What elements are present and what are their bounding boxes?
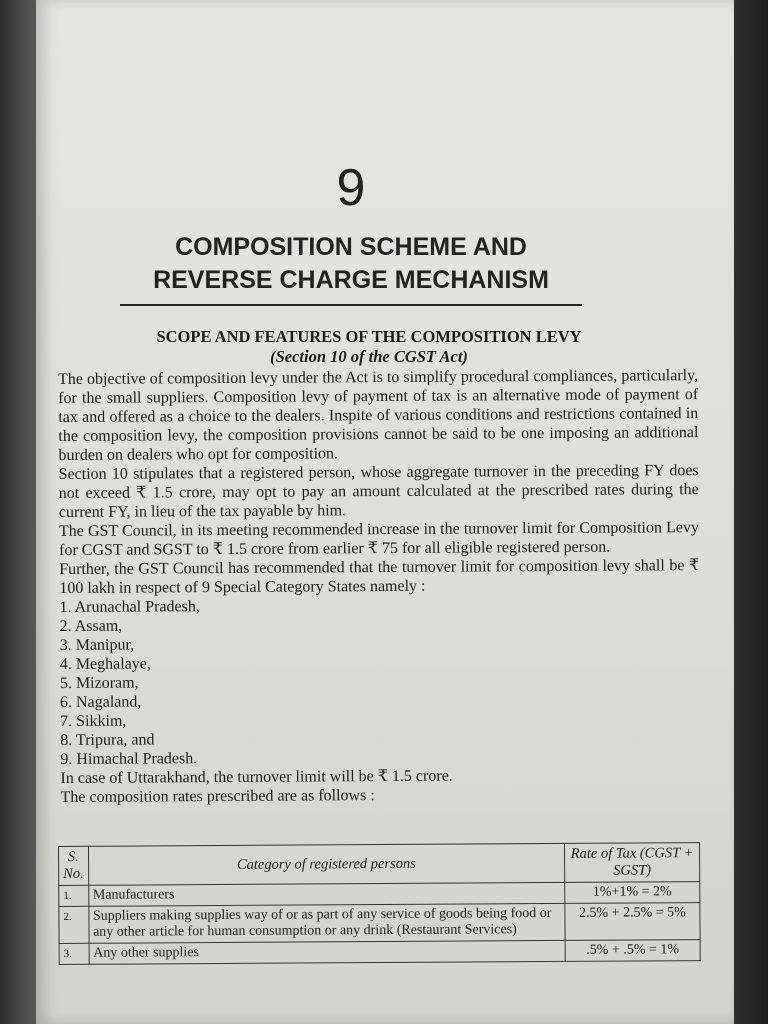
table-row: [59, 940, 700, 965]
cell-rate: .5% + .5% = 1%: [565, 940, 700, 962]
cell-sno: 3.: [59, 943, 89, 964]
section-heading: [76, 327, 662, 367]
list-item: 6. Nagaland,: [59, 693, 142, 711]
paragraph-section-10: Section 10 stipulates that a registered person, whose aggregate turnover in the preceding FY does not exceed ₹ 1.5 crore, may opt to pay an amount calculated at the prescribed rates during the current FY, in lieu of the tax payable by him.: [58, 462, 699, 521]
cell-sno: 2.: [59, 906, 89, 943]
list-item: 8. Tripura, and: [60, 731, 155, 749]
chapter-number: 9: [336, 159, 366, 217]
list-item: 9. Himachal Pradesh.: [60, 750, 198, 768]
list-item: 3. Manipur,: [59, 636, 135, 654]
chapter-title: [96, 231, 606, 297]
cell-sno: 1.: [59, 885, 89, 906]
header-category: Category of registered persons: [88, 843, 565, 885]
list-item: 7. Sikkim,: [60, 712, 127, 730]
chapter-title-line-1: COMPOSITION SCHEME AND: [175, 233, 527, 261]
cell-category: Manufacturers: [88, 882, 565, 906]
section-heading-text: SCOPE AND FEATURES OF THE COMPOSITION LEVY: [156, 327, 582, 346]
body-text: [58, 366, 701, 807]
title-divider: [120, 304, 582, 306]
special-states-list: [59, 594, 700, 769]
list-item: 1. Arunachal Pradesh,: [59, 598, 200, 616]
cell-rate: 2.5% + 2.5% = 5%: [565, 903, 700, 941]
book-page: [36, 0, 734, 1024]
page-shadow: [0, 0, 24, 1024]
list-item: 5. Mizoram,: [59, 674, 139, 692]
paragraph-uttarakhand: In case of Uttarakhand, the turnover limit will be ₹ 1.5 crore.: [60, 767, 453, 787]
cell-category: Any other supplies: [89, 940, 566, 964]
header-sno: S. No.: [59, 846, 89, 885]
table-header-row: [59, 843, 700, 886]
paragraph-gst-council: The GST Council, in its meeting recommended increase in the turnover limit for Composition Levy for CGST and SGST to ₹ 1.5 crore from earlier ₹ 75 for all eligible registered person.: [58, 519, 700, 559]
composition-rates-table: [58, 842, 701, 965]
cell-category: Suppliers making supplies way of or as part of any service of goods being food or any other article for human consumption or any drink (Restaurant Services): [88, 903, 565, 943]
paragraph-objective: The objective of composition levy under the Act is to simplify procedural compliances, particularly, for the small suppliers. Composition levy of payment of tax is an alternative mode of payment of tax and offered as a choice to the dealers. Inspite of various conditions and restrictions contained in the composition levy, the composition provisions cannot be said to be one imposing an additional burden on dealers who opt for composition.: [58, 367, 699, 464]
cell-rate: 1%+1% = 2%: [565, 882, 700, 904]
section-subheading: (Section 10 of the CGST Act): [270, 347, 468, 366]
chapter-title-line-2: REVERSE CHARGE MECHANISM: [153, 266, 549, 294]
table-row: [59, 903, 700, 944]
list-item: 4. Meghalaye,: [59, 655, 151, 673]
paragraph-special-states: Further, the GST Council has recommended that the turnover limit for composition levy shall be ₹ 100 lakh in respect of 9 Special Category States namely :: [59, 557, 700, 597]
paragraph-rates-intro: The composition rates prescribed are as follows :: [60, 787, 375, 806]
header-rate: Rate of Tax (CGST + SGST): [564, 843, 699, 883]
list-item: 2. Assam,: [59, 617, 123, 635]
